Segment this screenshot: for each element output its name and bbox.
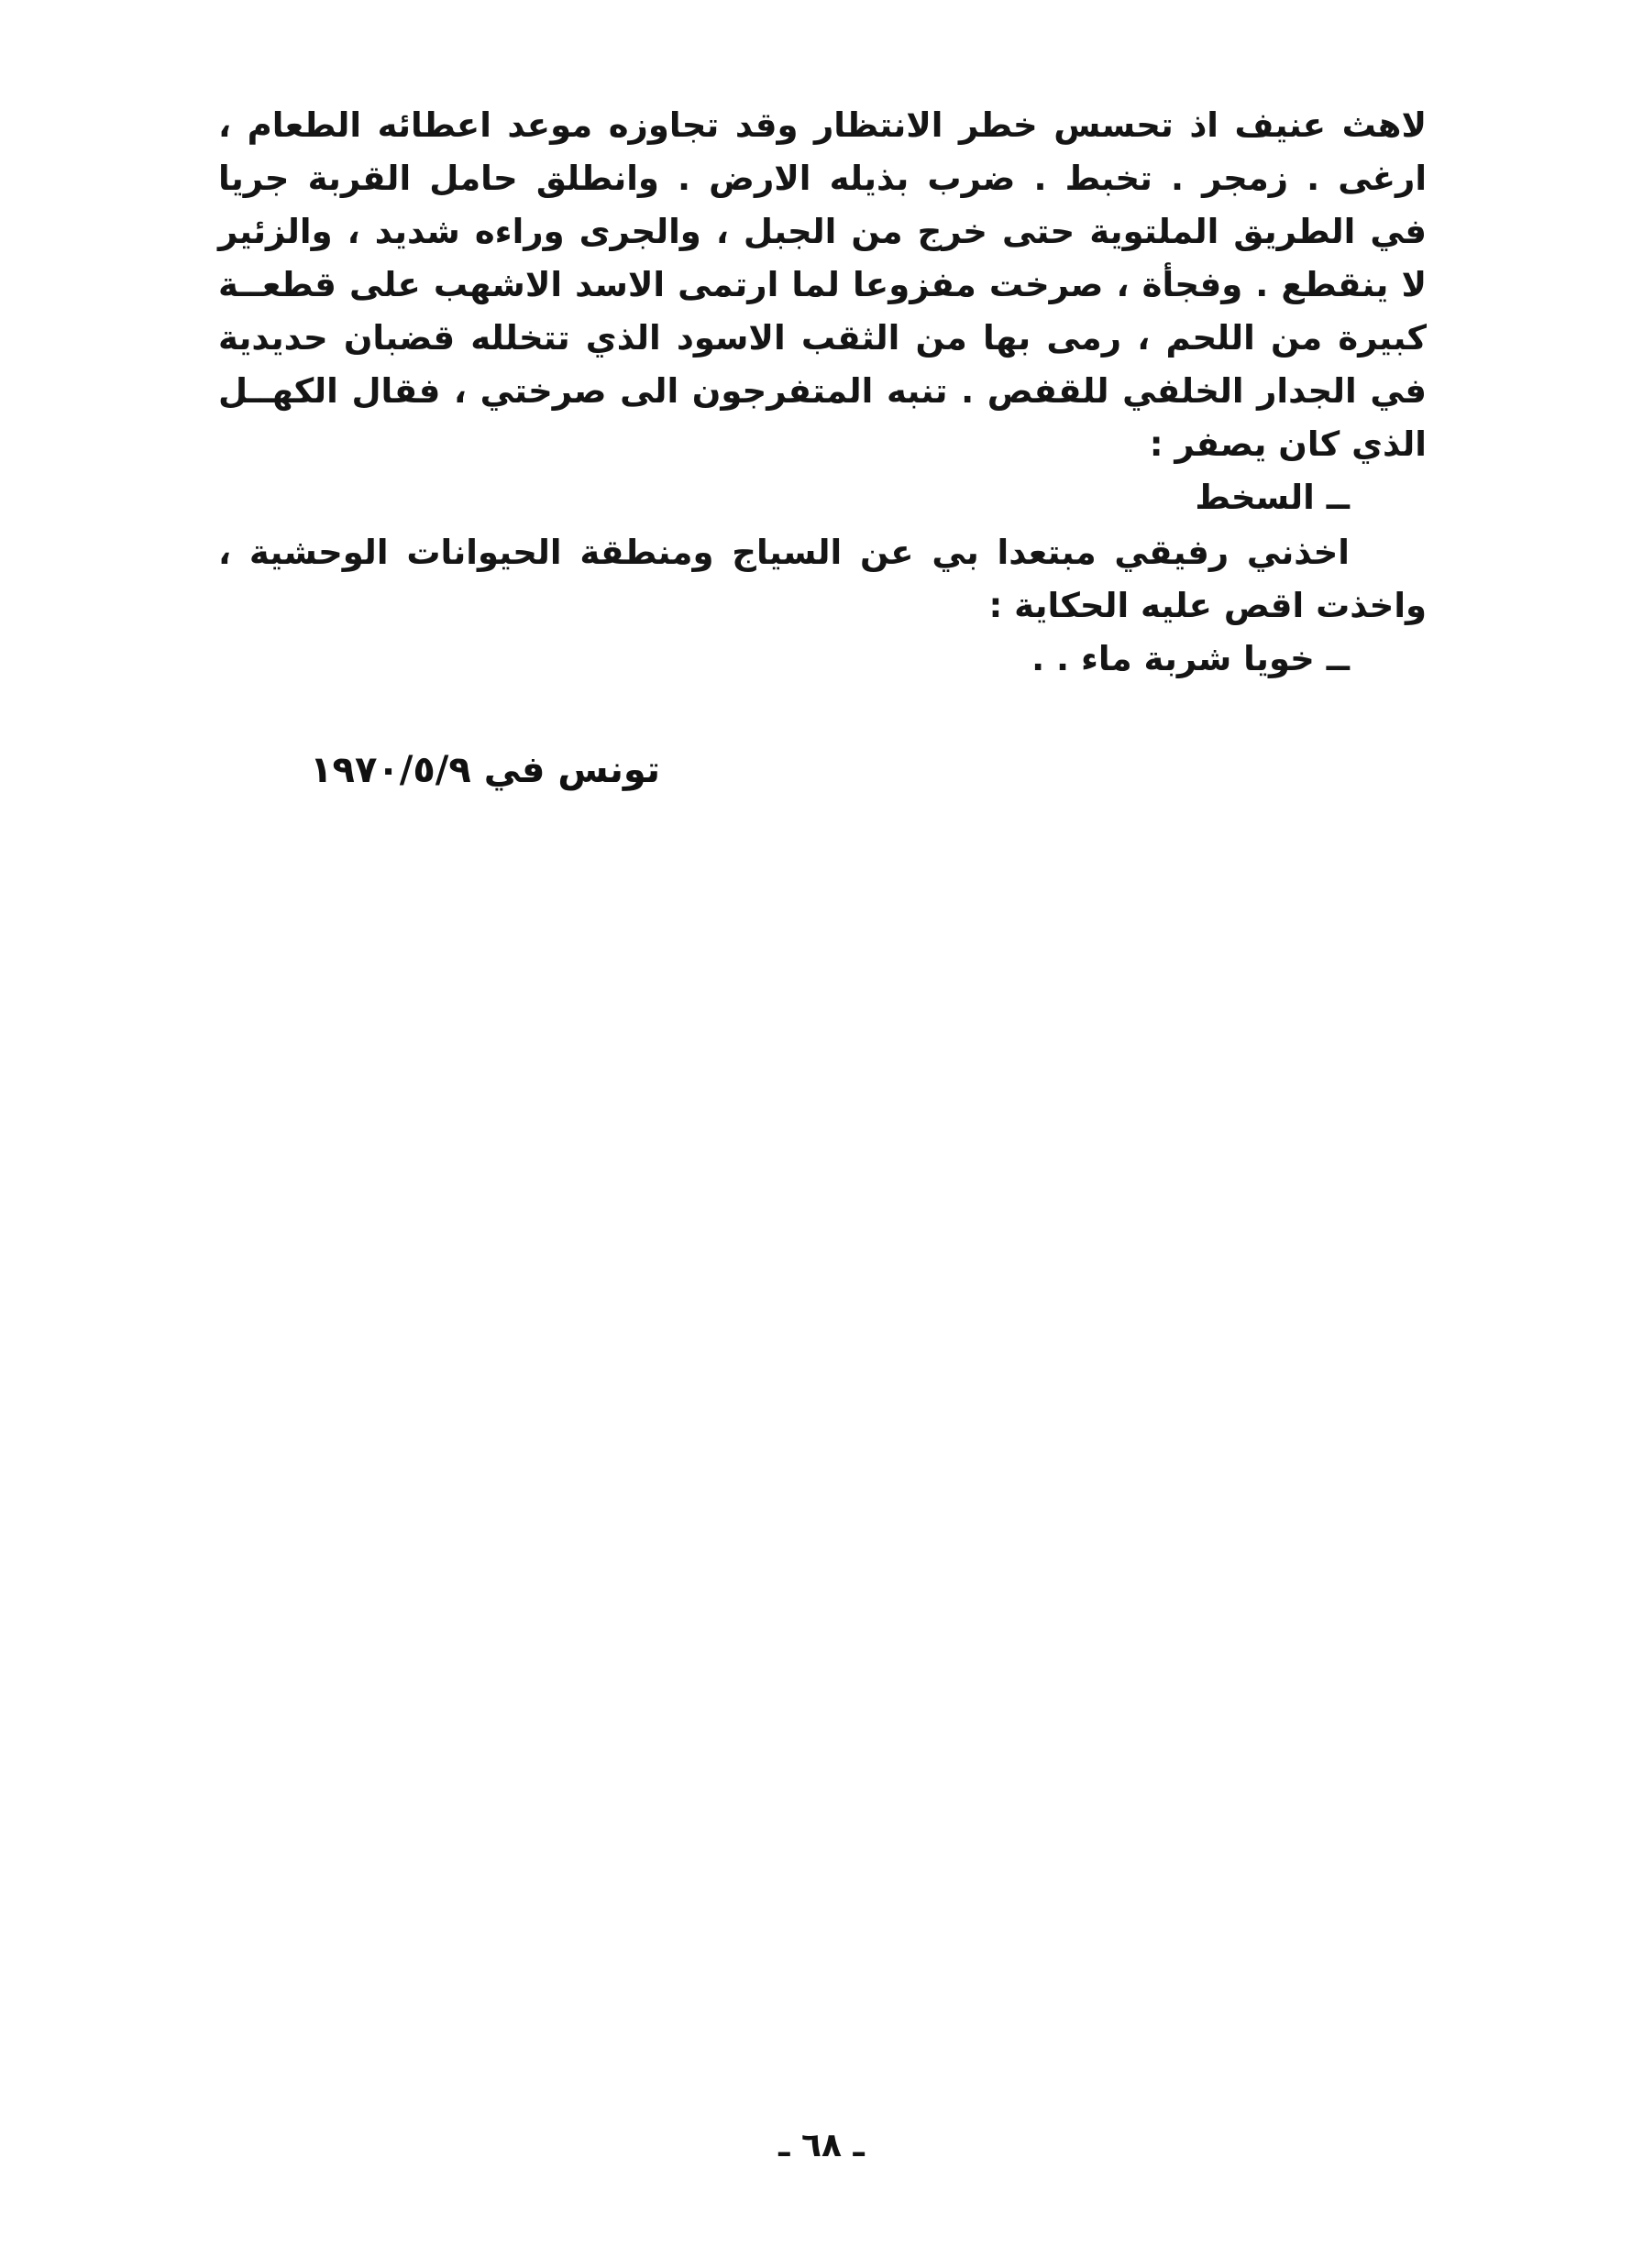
text-line: واخذت اقص عليه الحكاية :: [988, 586, 1427, 625]
page-number: ـ ٦٨ ـ: [778, 2127, 865, 2164]
text-line: اخذني رفيقي مبتعدا بي عن السياج ومنطقة الحيوانات الوحشية ،: [218, 533, 1350, 572]
text-line: كبيرة من اللحم ، رمى بها من الثقب الاسود الذي تتخلله قضبان حديدية: [218, 318, 1427, 358]
text-line: ارغى . زمجر . تخبط . ضرب بذيله الارض . وانطلق حامل القربة جريا: [218, 159, 1427, 198]
text-line: في الطريق الملتوية حتى خرج من الجبل ، والجرى وراءه شديد ، والزئير: [218, 212, 1427, 251]
text-line: لا ينقطع . وفجأة ، صرخت مفزوعا لما ارتمى الاسد الاشهب على قطعــة: [218, 265, 1427, 304]
text-line: في الجدار الخلفي للقفص . تنبه المتفرجون الى صرختي ، فقال الكهــل: [218, 371, 1427, 411]
dialogue-line: ــ خويا شربة ماء . .: [1031, 639, 1350, 678]
body-text: [218, 99, 1427, 686]
text-line: لاهث عنيف اذ تحسس خطر الانتظار وقد تجاوزه موعد اعطائه الطعام ،: [218, 105, 1427, 145]
dialogue-line: ــ السخط: [1195, 478, 1350, 517]
place-date-signature: تونس في ١٩٧٠/٥/٩: [310, 749, 660, 791]
text-line: الذي كان يصفر :: [1149, 424, 1427, 464]
